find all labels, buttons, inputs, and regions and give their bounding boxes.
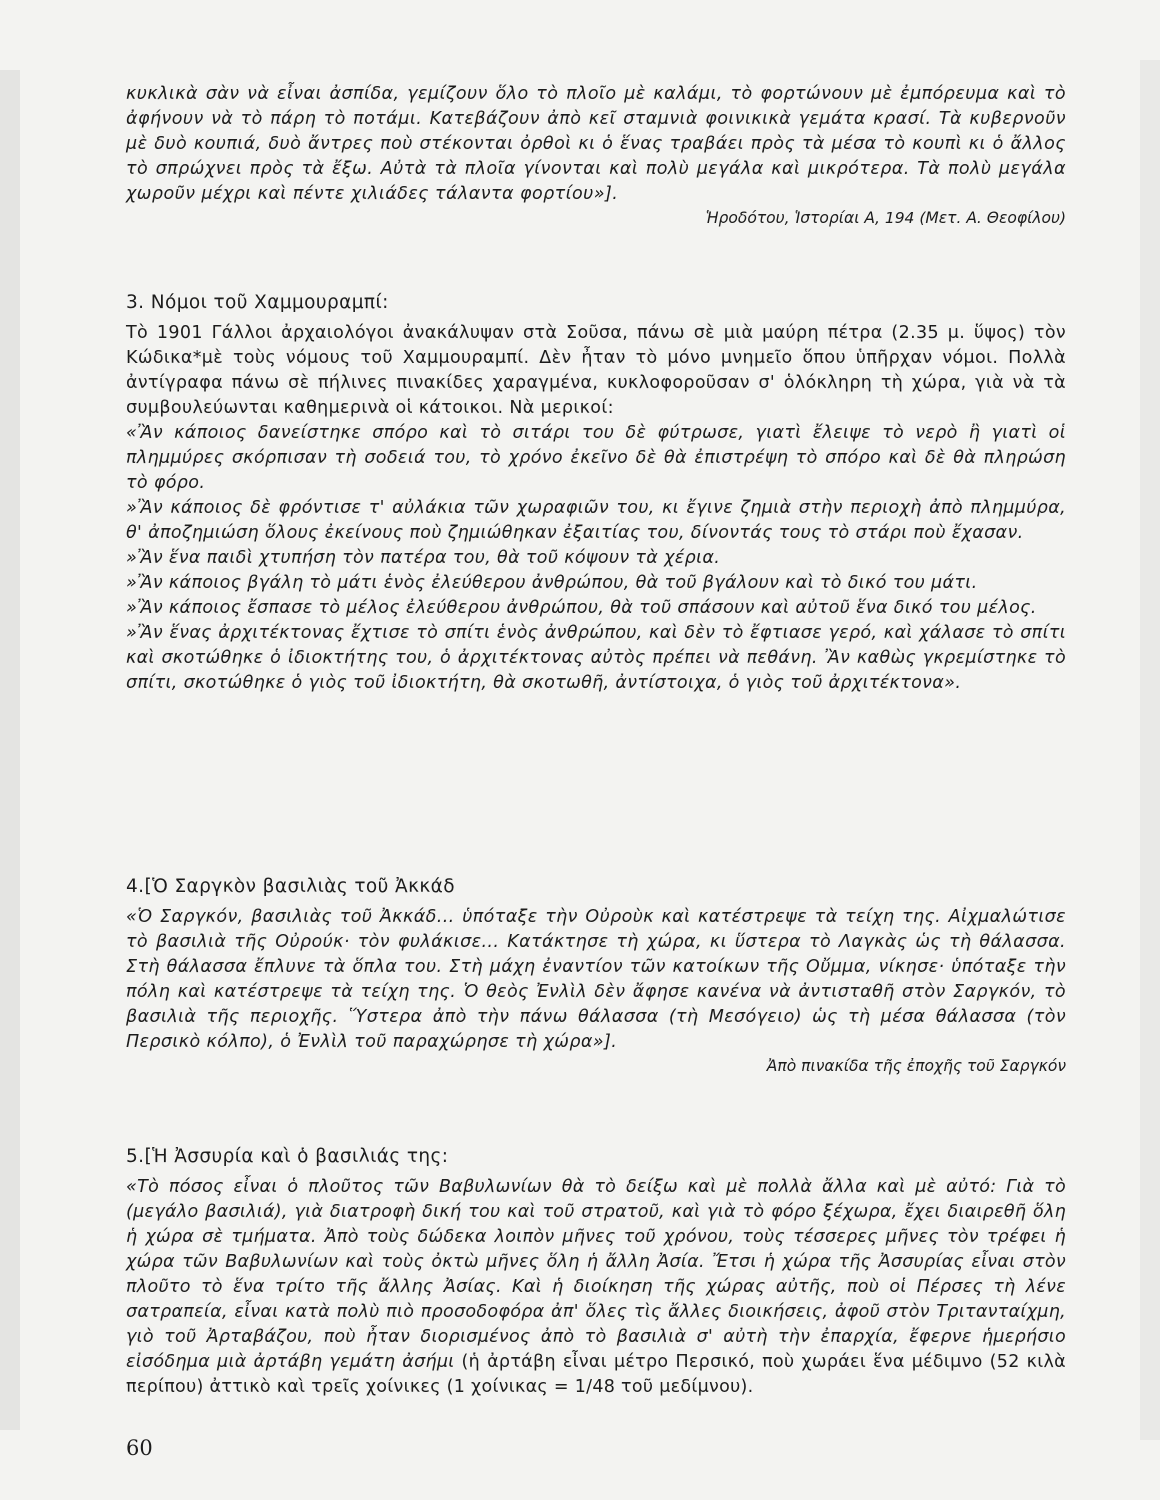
law-item: »Ἂν ἕνα παιδὶ χτυπήση τὸν πατέρα του, θὰ τοῦ κόψουν τὰ χέρια.	[126, 548, 721, 568]
assyria-heading: 5.[Ἡ Ἀσσυρία καὶ ὁ βασιλιάς της:	[126, 1146, 449, 1167]
law-item: »Ἂν κάποιος βγάλη τὸ μάτι ἑνὸς ἐλεύθερου ἀνθρώπου, θὰ τοῦ βγάλουν καὶ τὸ δικό του μάτι.	[126, 573, 978, 593]
sargon-text: «Ὁ Σαργκόν, βασιλιὰς τοῦ Ἀκκάδ... ὑπόταξε τὴν Οὐροὺκ καὶ κατέστρεψε τὰ τείχη της. Αἰχμαλώτισε τὸ βασιλιὰ τῆς Οὐρούκ· τὸν φυλάκισε... Κατάκτησε τὴ χώρα, κι ὕστερα τὸ Λαγκὰς ὡς τὴ θάλασσα. Στὴ θάλασσα ἔπλυνε τὰ ὅπλα του. Στὴ μάχη ἐναντίον τῶν κατοίκων τῆς Οὔμμα, νίκησε· ὑπόταξε τὴν πόλη καὶ κατέστρεψε τὰ τείχη της. Ὁ θεὸς Ἐνλὶλ δὲν ἄφησε κανένα νὰ ἀντισταθῆ στὸν Σαργκόν, τὸ βασιλιὰ τῆς περιοχῆς. Ὕστερα ἀπὸ τὴν πάνω θάλασσα (τὴ Μεσόγειο) ὡς τὴ μέσα θάλασσα (τὸν Περσικὸ κόλπο), ὁ Ἐνλὶλ τοῦ παραχώρησε τὴ χώρα»].	[126, 907, 1066, 1052]
herodotus-source: Ἡροδότου, Ἱστορίαι Α, 194 (Μετ. Α. Θεοφίλου)	[705, 209, 1066, 227]
sargon-heading: 4.[Ὁ Σαργκὸν βασιλιὰς τοῦ Ἀκκάδ	[126, 876, 455, 897]
herodotus-text: κυκλικὰ σὰν νὰ εἶναι ἀσπίδα, γεμίζουν ὅλο τὸ πλοῖο μὲ καλάμι, τὸ φορτώνουν μὲ ἐμπόρευμα καὶ τὸ ἀφήνουν νὰ τὸ πάρη τὸ ποτάμι. Κατεβάζουν ἀπὸ κεῖ σταμνιὰ φοινικικὰ γεμάτα κρασί. Τὰ κυβερνοῦν μὲ δυὸ κουπιά, δυὸ ἄντρες ποὺ στέκονται ὀρθοὶ κι ὁ ἕνας τραβάει πρὸς τὰ μέσα τὸ κουπὶ κι ὁ ἄλλος τὸ σπρώχνει πρὸς τὰ ἔξω. Αὐτὰ τὰ πλοῖα γίνονται καὶ πολὺ μεγάλα καὶ μικρότερα. Τὰ πολὺ μεγάλα χωροῦν μέχρι καὶ πέντε χιλιάδες τάλαντα φορτίου»].	[126, 84, 1066, 204]
page-number: 60	[126, 1436, 153, 1460]
section-herodotus	[126, 82, 1066, 227]
hammurabi-intro: Τὸ 1901 Γάλλοι ἀρχαιολόγοι ἀνακάλυψαν στὰ Σοῦσα, πάνω σὲ μιὰ μαύρη πέτρα (2.35 μ. ὕψος) τὸν Κώδικα*μὲ τοὺς νόμους τοῦ Χαμμουραμπί. Δὲν ἦταν τὸ μόνο μνημεῖο ὅπου ὑπῆρχαν νόμοι. Πολλὰ ἀντίγραφα πάνω σὲ πήλινες πινακίδες χαραγμένα, κυκλοφοροῦσαν σ' ὁλόκληρη τὴ χώρα, γιὰ νὰ τὰ συμβουλεύωνται καθημερινὰ οἱ κάτοικοι. Νὰ μερικοί:	[126, 323, 1066, 418]
sargon-source: Ἀπὸ πινακίδα τῆς ἐποχῆς τοῦ Σαργκόν	[766, 1057, 1066, 1075]
section-hammurabi	[126, 292, 1066, 696]
hammurabi-heading: 3. Νόμοι τοῦ Χαμμουραμπί:	[126, 292, 389, 313]
law-item: »Ἂν κάποιος ἔσπασε τὸ μέλος ἐλεύθερου ἀνθρώπου, θὰ τοῦ σπάσουν καὶ αὐτοῦ ἕνα δικό του μέλος.	[126, 598, 1037, 618]
law-item: »Ἂν κάποιος δὲ φρόντισε τ' αὐλάκια τῶν χωραφιῶν του, κι ἔγινε ζημιὰ στὴν περιοχὴ ἀπὸ πλημμύρα, θ' ἀποζημιώση ὅλους ἐκείνους ποὺ ζημιώθηκαν ἐξαιτίας του, δίνοντάς τους τὸ στάρι ποὺ ἔχασαν.	[126, 498, 1066, 543]
law-item: »Ἂν ἕνας ἀρχιτέκτονας ἔχτισε τὸ σπίτι ἑνὸς ἀνθρώπου, καὶ δὲν τὸ ἔφτιασε γερό, καὶ χάλασε τὸ σπίτι καὶ σκοτώθηκε ὁ ἰδιοκτήτης του, ὁ ἀρχιτέκτονας αὐτὸς πρέπει νὰ πεθάνη. Ἂν καθὼς γκρεμίστηκε τὸ σπίτι, σκοτώθηκε ὁ γιὸς τοῦ ἰδιοκτήτη, θὰ σκοτωθῆ, ἀντίστοιχα, ὁ γιὸς τοῦ ἀρχιτέκτονα».	[126, 623, 1066, 693]
scan-shadow-left	[0, 70, 20, 1430]
law-item: «Ἂν κάποιος δανείστηκε σπόρο καὶ τὸ σιτάρι του δὲ φύτρωσε, γιατὶ ἔλειψε τὸ νερὸ ἢ γιατὶ οἱ πλημμύρες σκόρπισαν τὴ σοδειά του, τὸ χρόνο ἐκεῖνο δὲ θὰ ἐπιστρέψη τὸ σπόρο καὶ δὲ θὰ πληρώση τὸ φόρο.	[126, 423, 1066, 493]
scan-shadow-right	[1140, 60, 1160, 1440]
assyria-text-italic: «Τὸ πόσος εἶναι ὁ πλοῦτος τῶν Βαβυλωνίων θὰ τὸ δείξω καὶ μὲ πολλὰ ἄλλα καὶ μὲ αὐτό: Γιὰ τὸ (μεγάλο βασιλιά), γιὰ διατροφὴ δική του καὶ τοῦ στρατοῦ, καὶ γιὰ τὸ φόρο ξέχωρα, ἔχει διαιρεθῆ ὅλη ἡ χώρα σὲ τμήματα. Ἀπὸ τοὺς δώδεκα λοιπὸν μῆνες τοῦ χρόνου, τοὺς τέσσερες μῆνες τὸν τρέφει ἡ χώρα τῶν Βαβυλωνίων καὶ τοὺς ὀκτὼ μῆνες ὅλη ἡ ἄλλη Ἀσία. Ἔτσι ἡ χώρα τῆς Ἀσσυρίας εἶναι στὸν πλοῦτο τὸ ἕνα τρίτο τῆς ἄλλης Ἀσίας. Καὶ ἡ διοίκηση τῆς χώρας αὐτῆς, ποὺ οἱ Πέρσες τὴ λένε σατραπεία, εἶναι κατὰ πολὺ πιὸ προσοδοφόρα ἀπ' ὅλες τὶς ἄλλες διοικήσεις, ἀφοῦ στὸν Τριτανταίχμη, γιὸ τοῦ Ἀρταβάζου, ποὺ ἦταν διορισμένος ἀπὸ τὸ βασιλιὰ σ' αὐτὴ τὴν ἐπαρχία, ἔφερνε ἡμερήσιο εἰσόδημα μιὰ ἀρτάβη γεμάτη ἀσήμι	[126, 1177, 1066, 1372]
section-sargon	[126, 876, 1066, 1075]
assyria-text-roman: (ἡ ἀρτάβη εἶναι μέτρο Περσικό, ποὺ χωράει ἕνα μέδιμνο (52 κιλὰ περίπου) ἀττικὸ καὶ τρεῖς χοίνικες (1 χοίνικας = 1/48 τοῦ μεδίμνου).	[126, 1352, 1067, 1397]
section-assyria	[126, 1146, 1066, 1400]
assyria-text	[126, 1175, 1066, 1400]
